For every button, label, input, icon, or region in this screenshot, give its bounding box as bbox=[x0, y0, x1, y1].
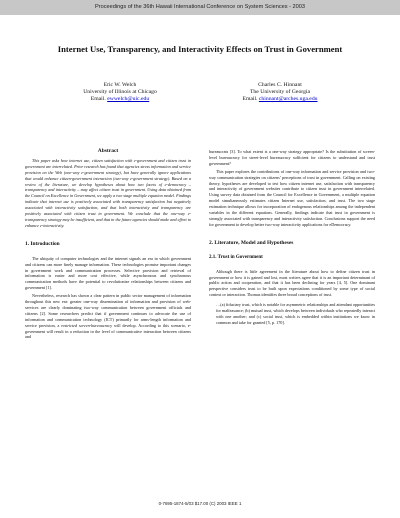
intro-text: Nevertheless, research has shown a clear pattern in public sector management of information throughout this new era: greater one-way dissemination of information and provision of web-services are clearly dominating two-way communication between government officials and citizens [2]. Some researchers predict that if government continues to advocate the use of information and communication technology (ICT) primarily for arms-length information and service provision, a bbox=[25, 293, 191, 328]
contributions-paragraph: This paper explores the contributions of one-way information and service provision and two-way communication strategies on citizens’ perceptions of trust in government. Calling on existing theory, hypotheses are developed to test how citizen internet use, satisfaction with transparency and interactivity of government websites contribute to citizen trust in government interrelated. Using survey data obtained from the Council for Excellence in Government, a multiple equation model simultaneously estimates citizen Internet use, satisfaction, and trust. The two stage estimation technique allows for incorporation of endogenous relationships among the independent variables in the different equations. Generally, findings indicate that trust in government is strongly associated with transparency and interactivity satisfaction. Conclusions support the need for government to develop better two-way interactivity applications for eDemocracy. bbox=[209, 168, 375, 227]
running-head-text: Proceedings of the 36th Hawaii International Conference on System Sciences - 2003 bbox=[95, 4, 305, 10]
intro-paragraph bbox=[25, 293, 191, 340]
left-column bbox=[25, 149, 191, 342]
abstract-heading: Abstract bbox=[97, 148, 119, 154]
intro-text: will develop. According to this scenario, e-government will result in a reduction in the level of communicative interaction between citizens and bbox=[25, 322, 191, 340]
running-header bbox=[0, 0, 400, 15]
author-email-line bbox=[40, 96, 200, 103]
email-label: Email. bbox=[90, 96, 106, 103]
author-block bbox=[40, 82, 200, 104]
author-affiliation: University of Illinois at Chicago bbox=[83, 89, 157, 96]
email-label: Email. bbox=[242, 96, 258, 103]
author-name: Eric W. Welch bbox=[103, 82, 137, 88]
author-email-link[interactable]: chinnant@arches.uga.edu bbox=[258, 96, 318, 103]
section-heading-introduction: 1. Introduction bbox=[25, 240, 60, 247]
author-affiliation: The University of Georgia bbox=[249, 89, 311, 96]
subsection-heading-trust: 2.1. Trust in Government bbox=[209, 254, 263, 260]
paper-title: Internet Use, Transparency, and Interactivity Effects on Trust in Government bbox=[57, 44, 343, 54]
author-block bbox=[200, 82, 360, 104]
abstract-text: This paper asks how internet use, citizen satisfaction with e-government and citizen trust in government are interrelated. Prior research has found that agencies stress information and service provision on the Web (one-way e-government strategy), but have generally ignore applications that would enhance citizen-government interaction (two-way e-government strategy). Based on a review of the literature, we develop hypotheses about how two facets of e-democracy – transparency and interactivity – may affect citizen trust in government. Using data obtained from the Council on Excellence in Government, we apply a two stage multiple equation model. Findings indicate that internet use is positively associated with transparency satisfaction but negatively associated with interactivity satisfaction, and that both interactivity and transparency are positively associated with citizen trust in government. We conclude that the one-way e-transparency strategy may be insufficient, and that in the future agencies should make and effort to enhance e-interactivity. bbox=[25, 157, 191, 228]
intro-paragraph: The ubiquity of computer technologies and the internet signals an era in which government and citizens can more finely manage information. These technologies promise important changes in government work and communication processes. Selective provision and retrieval of information is easier and more cost effective, while asynchronous and synchronous communication methods have the potential to revolutionize relationships between citizens and government [1]. bbox=[25, 255, 191, 291]
block-quote: …(a) fiduciary trust, which is notable for asymmetric relationships and attendant opportunities for malfeasance; (b) mutual trust, which develops between individuals who repeatedly interact with one another; and (c) social trust, which is embedded within institutions we know in common and take for granted [5, p. 170]. bbox=[216, 302, 375, 325]
author-email-link[interactable]: ewwelch@uic.edu bbox=[107, 96, 150, 103]
intro-emphasis: restricted screen-bureaucracy bbox=[61, 322, 113, 328]
author-name: Charles C. Hinnant bbox=[258, 82, 302, 88]
continued-paragraph: bureaucrats [3]. To what extent is a one-way strategy appropriate? Is the substitution of screen-level bureaucracy for street-level bureaucracy sufficient for citizens to understand and trust government? bbox=[209, 149, 375, 166]
right-column bbox=[209, 149, 375, 326]
author-email-line bbox=[200, 96, 360, 103]
page-number: 1 bbox=[238, 501, 242, 506]
section-heading-literature: 2. Literature, Model and Hypotheses bbox=[209, 239, 294, 246]
page-footer bbox=[0, 501, 400, 506]
trust-paragraph: Although there is little agreement in the literature about how to define citizen trust in government or how it is gained and lost, most writers agree that it is an important determinant of public action and cooperation, and that it has been declining for years [4, 5]. One dominant perspective considers trust to be built upon expectations conditioned by some type of social context or interaction. Thomas identifies three broad conceptions of trust. bbox=[209, 268, 375, 298]
footer-copyright: 0-7695-1874-5/03 $17.00 (C) 2003 IEEE bbox=[158, 501, 238, 506]
